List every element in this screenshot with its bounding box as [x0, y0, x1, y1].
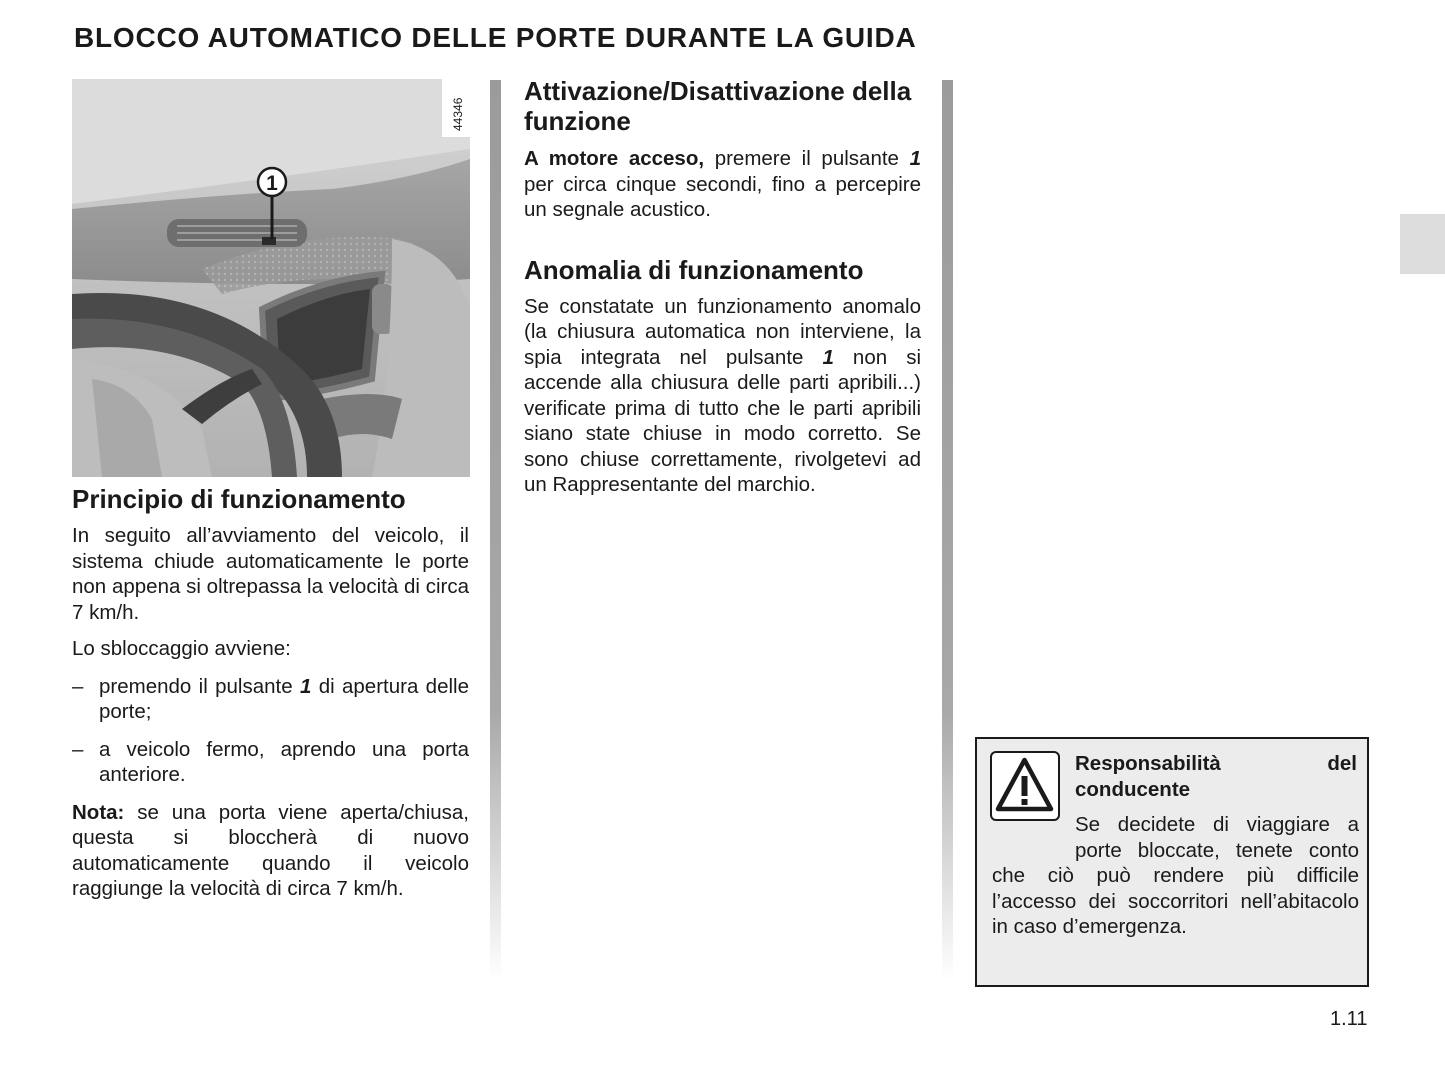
bullet-dash: –	[72, 737, 84, 761]
paragraph-note: Nota: se una porta viene aperta/chiusa, questa si bloccherà di nuovo automaticamente quando il veicolo raggiunge la velocità di circa 7 km/h.	[72, 800, 469, 900]
list-item-text: premendo il pulsante 1 di apertura delle porte;	[99, 674, 469, 723]
page-title: BLOCCO AUTOMATICO DELLE PORTE DURANTE LA GUIDA	[74, 22, 917, 53]
heading-principle: Principio di funzionamento	[72, 484, 406, 514]
heading-malfunction: Anomalia di funzionamento	[524, 254, 864, 285]
left-column	[72, 484, 469, 902]
page-number: 1.11	[1330, 1008, 1368, 1030]
paragraph-malfunction: Se constatate un funzionamento anomalo (la chiusura automatica non interviene, la spia integrata nel pulsante 1 non si accende alla chiusura delle parti apribili...) verificate prima di tutto che le parti apribili siano state chiuse in modo corretto. Se sono chiuse correttamente, rivolgetevi ad un Rappresentante del marchio.	[524, 294, 921, 496]
column-separator-left	[490, 80, 501, 980]
paragraph-unlock-lead: Lo sbloccaggio avviene:	[72, 637, 291, 660]
section-tab	[1400, 214, 1445, 274]
list-item	[72, 674, 469, 725]
bullet-dash: –	[72, 674, 84, 698]
warning-triangle-icon	[990, 751, 1060, 821]
paragraph-intro: In seguito all’avviamento del veicolo, il sistema chiude automaticamente le porte non appena si oltrepassa la velocità di circa 7 km/h.	[72, 524, 469, 624]
callout-label: 1	[266, 172, 278, 195]
warning-box	[975, 737, 1369, 987]
list-item-text: a veicolo fermo, aprendo una porta anteriore.	[99, 737, 469, 786]
paragraph-activation: A motore acceso, premere il pulsante 1 per circa cinque secondi, fino a percepire un segnale acustico.	[524, 147, 921, 221]
heading-activation: Attivazione/Disattivazione della funzione	[524, 76, 912, 136]
middle-column	[524, 76, 921, 498]
column-separator-right	[942, 80, 953, 980]
dashboard-photo	[72, 79, 470, 477]
warning-text: Se decidete di viaggiare a porte bloccate, tenete conto che ciò può rendere più difficile l’accesso dei soccorritori nell’abitacolo in caso d’emergenza.	[992, 813, 1359, 938]
warning-title: Responsabilità del conducente	[1075, 752, 1357, 801]
list-item	[72, 737, 469, 788]
figure-reference-code: 44346	[451, 97, 465, 131]
